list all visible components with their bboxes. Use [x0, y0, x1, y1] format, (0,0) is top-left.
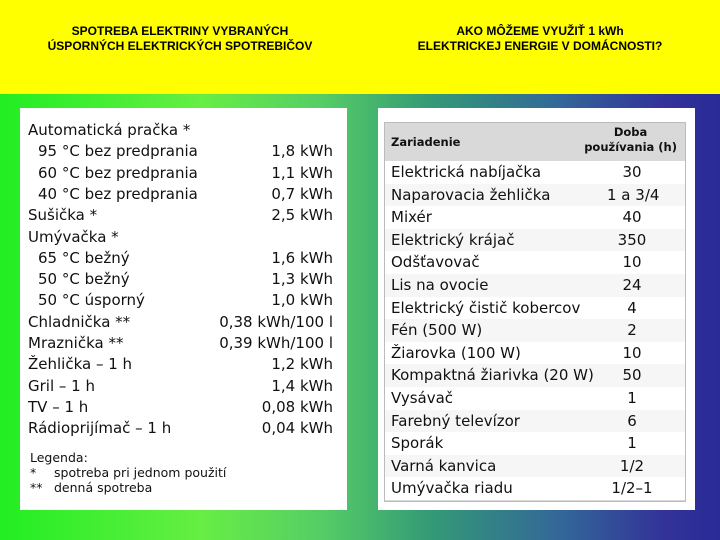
consumption-label: Mraznička **: [28, 334, 124, 352]
duration-cell: 50: [622, 366, 642, 385]
table-header: [385, 123, 685, 159]
col-duration-header: Doba používania (h): [584, 125, 677, 154]
consumption-row: [28, 397, 333, 418]
consumption-label: Umývačka *: [28, 227, 119, 246]
device-cell: Fén (500 W): [391, 321, 483, 340]
device-cell: Lis na ovocie: [391, 276, 489, 294]
consumption-label: Automatická pračka *: [28, 121, 191, 139]
consumption-value: 1,4 kWh: [271, 376, 333, 395]
duration-cell: 24: [622, 276, 642, 294]
consumption-row: [28, 248, 333, 269]
device-cell: Farebný televízor: [391, 411, 520, 430]
consumption-row: [28, 290, 333, 311]
legend-item: [30, 480, 152, 495]
consumption-row: [28, 120, 333, 141]
consumption-row: [28, 312, 333, 333]
legend-text: spotreba pri jednom použití: [54, 464, 227, 480]
consumption-value: 1,0 kWh: [271, 291, 333, 310]
consumption-row: [28, 269, 333, 290]
consumption-panel: [20, 108, 347, 510]
table-row: [385, 387, 685, 410]
device-cell: Sporák: [391, 434, 444, 453]
col-device-header: Zariadenie: [391, 135, 461, 149]
legend-text: denná spotreba: [54, 479, 153, 495]
table-row: [385, 319, 685, 342]
consumption-row: [28, 227, 333, 248]
consumption-value: 0,04 kWh: [261, 419, 333, 438]
consumption-row: [28, 354, 333, 375]
table-row: [385, 342, 685, 365]
consumption-label: 50 °C bežný: [38, 270, 130, 289]
consumption-label: Gril – 1 h: [28, 376, 95, 395]
table-row: [385, 364, 685, 387]
consumption-row: [28, 141, 333, 162]
duration-cell: 30: [622, 163, 642, 181]
duration-cell: 1: [627, 389, 637, 407]
legend-mark: **: [30, 479, 43, 495]
table-row: [385, 297, 685, 320]
consumption-row: [28, 333, 333, 354]
duration-cell: 1: [627, 434, 637, 453]
duration-cell: 2: [627, 321, 637, 340]
duration-cell: 1 a 3/4: [607, 185, 660, 204]
duration-cell: 6: [627, 411, 637, 430]
consumption-row: [28, 205, 333, 226]
consumption-label: Chladnička **: [28, 312, 131, 331]
duration-cell: 1/2: [619, 456, 645, 475]
duration-cell: 10: [622, 343, 642, 362]
consumption-label: 50 °C úsporný: [38, 291, 145, 310]
legend-title: Legenda:: [30, 449, 88, 465]
consumption-value: 1,3 kWh: [271, 270, 333, 289]
duration-cell: 10: [622, 253, 642, 272]
device-cell: Odšťavovač: [391, 253, 480, 272]
device-cell: Elektrický krájač: [391, 230, 515, 249]
table-row: [385, 455, 685, 478]
device-cell: Vysávač: [391, 389, 454, 407]
consumption-label: TV – 1 h: [28, 397, 89, 416]
left-title: SPOTREBA ELEKTRINY VYBRANÝCH ÚSPORNÝCH ELEKTRICKÝCH SPOTREBIČOV: [47, 24, 313, 53]
consumption-label: Rádioprijímač – 1 h: [28, 419, 172, 438]
right-title: AKO MÔŽEME VYUŽIŤ 1 kWh ELEKTRICKEJ ENERGIE V DOMÁCNOSTI?: [417, 24, 663, 53]
consumption-value: 1,6 kWh: [271, 248, 333, 267]
duration-cell: 350: [617, 230, 647, 249]
duration-cell: 1/2–1: [611, 479, 653, 498]
consumption-value: 1,2 kWh: [271, 355, 333, 374]
legend-mark: *: [30, 464, 37, 480]
duration-cell: 4: [627, 298, 637, 317]
consumption-label: 40 °C bez predprania: [38, 184, 198, 203]
device-cell: Žiarovka (100 W): [391, 343, 521, 362]
consumption-label: Sušička *: [28, 206, 98, 225]
consumption-value: 0,08 kWh: [261, 397, 333, 416]
consumption-label: 60 °C bez predprania: [38, 163, 198, 182]
header-bar: [0, 0, 720, 94]
table-row: [385, 274, 685, 297]
consumption-row: [28, 418, 333, 439]
table-row: [385, 477, 685, 500]
table-row: [385, 251, 685, 274]
consumption-value: 0,38 kWh/100 l: [219, 312, 333, 331]
consumption-row: [28, 163, 333, 184]
table-row: [385, 410, 685, 433]
device-cell: Umývačka riadu: [391, 479, 513, 498]
usage-panel: [378, 108, 695, 510]
consumption-value: 2,5 kWh: [271, 206, 333, 225]
consumption-value: 0,39 kWh/100 l: [219, 334, 333, 352]
duration-cell: 40: [622, 208, 642, 227]
usage-table: [384, 122, 686, 502]
device-cell: Elektrický čistič kobercov: [391, 298, 581, 317]
consumption-label: Žehlička – 1 h: [28, 355, 133, 374]
device-cell: Elektrická nabíjačka: [391, 163, 542, 181]
legend-item: [30, 465, 226, 480]
consumption-row: [28, 376, 333, 397]
device-cell: Naparovacia žehlička: [391, 185, 551, 204]
table-row: [385, 161, 685, 184]
consumption-value: 1,1 kWh: [271, 163, 333, 182]
device-cell: Kompaktná žiarivka (20 W): [391, 366, 594, 385]
table-row: [385, 206, 685, 229]
table-row: [385, 184, 685, 207]
device-cell: Varná kanvica: [391, 456, 497, 475]
consumption-row: [28, 184, 333, 205]
consumption-value: 0,7 kWh: [271, 184, 333, 203]
consumption-label: 65 °C bežný: [38, 248, 130, 267]
table-row: [385, 432, 685, 455]
table-row: [385, 229, 685, 252]
device-cell: Mixér: [391, 208, 432, 227]
consumption-value: 1,8 kWh: [271, 142, 333, 161]
consumption-label: 95 °C bez predprania: [38, 142, 198, 161]
